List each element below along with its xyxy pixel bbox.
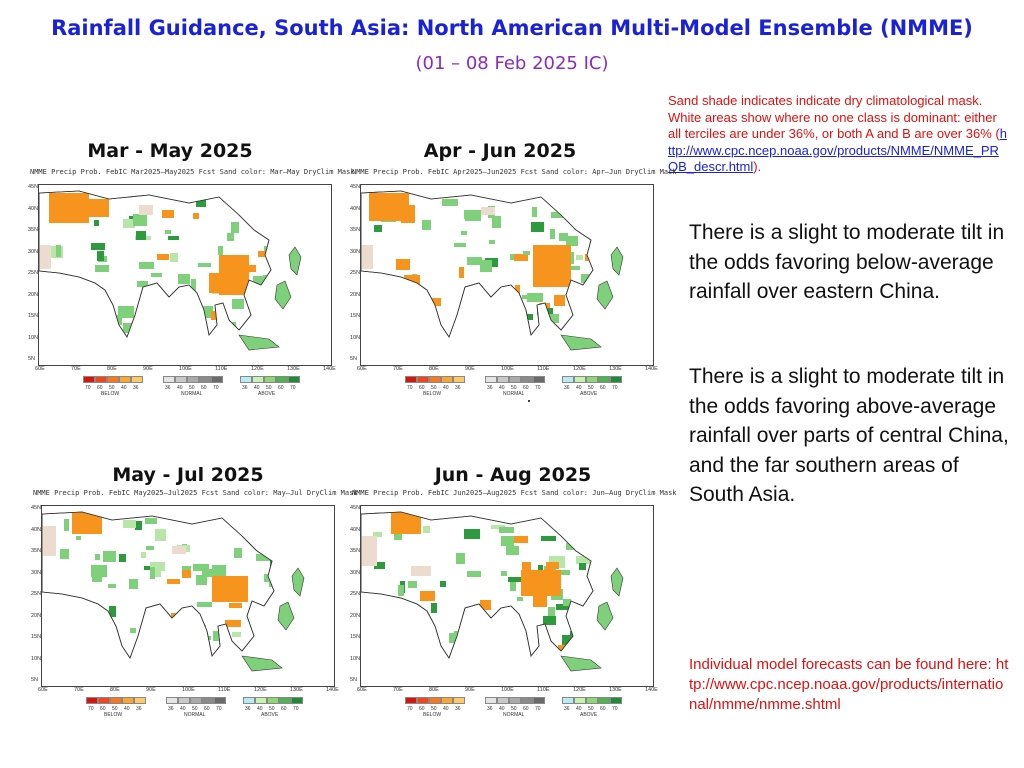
legend-value: 40 — [576, 385, 582, 391]
legend-value: 40 — [254, 385, 260, 391]
probability-legend — [30, 376, 340, 406]
legend-value: 50 — [511, 706, 517, 712]
legend-swatch — [533, 376, 545, 383]
legend-value: 60 — [523, 706, 529, 712]
legend-swatch — [166, 697, 178, 704]
lon-tick: 80E — [110, 687, 120, 693]
legend-category: ABOVE — [261, 712, 279, 718]
lon-tick: 90E — [146, 687, 156, 693]
legend-swatch — [441, 376, 453, 383]
lon-tick: 100E — [501, 687, 514, 693]
legend-value: 70 — [213, 385, 219, 391]
lat-tick: 20N — [350, 612, 361, 619]
legend-swatch — [119, 376, 131, 383]
legend-swatch — [187, 376, 199, 383]
legend-swatch — [202, 697, 214, 704]
legend-value: 40 — [177, 385, 183, 391]
lat-tick: 35N — [28, 227, 39, 233]
lat-tick: 10N — [28, 334, 39, 341]
lat-tick: 45N — [350, 184, 361, 190]
legend-category: ABOVE — [258, 391, 276, 397]
legend-swatch — [586, 697, 598, 704]
lon-tick: 140E — [645, 366, 658, 372]
legend-value: 70 — [535, 385, 541, 391]
legend-value: 50 — [588, 385, 594, 391]
lat-tick: 15N — [28, 313, 39, 319]
mask-note — [668, 93, 1008, 176]
lat-tick: 10N — [350, 334, 361, 341]
lon-tick: 120E — [573, 687, 586, 693]
legend-value: 70 — [290, 385, 296, 391]
legend-value: 36 — [136, 706, 142, 712]
legend-value: 70 — [535, 706, 541, 712]
legend-swatch — [288, 376, 300, 383]
legend-value: 50 — [112, 706, 118, 712]
panel-title-may-jul: May - Jul 2025 — [112, 464, 264, 486]
lat-tick: 45N — [350, 505, 361, 511]
lat-tick: 25N — [28, 270, 39, 276]
legend-swatch — [521, 376, 533, 383]
legend-category: BELOW — [423, 391, 442, 397]
legend-swatch — [267, 697, 279, 704]
legend-swatch — [574, 376, 586, 383]
nmme-description-link[interactable]: http://www.cpc.ncep.noaa.gov/products/NMME/NMME_PROB_descr.html — [668, 126, 1007, 174]
legend-swatch — [497, 697, 509, 704]
legend-value: 36 — [165, 385, 171, 391]
legend-value: 60 — [419, 385, 425, 391]
lon-tick: 100E — [182, 687, 195, 693]
lat-tick: 30N — [31, 569, 42, 576]
legend-swatch — [279, 697, 291, 704]
legend-swatch — [291, 697, 303, 704]
lon-tick: 110E — [215, 366, 228, 372]
legend-swatch — [598, 697, 610, 704]
legend-value: 36 — [487, 706, 493, 712]
legend-value: 50 — [588, 706, 594, 712]
discussion-paragraph-2: There is a slight to moderate tilt in the odds favoring above-average rainfall over parts of central China, and the far southern areas of South Asia. — [689, 365, 1009, 506]
legend-swatch — [83, 376, 95, 383]
legend-swatch — [598, 376, 610, 383]
lat-tick: 5N — [350, 356, 358, 362]
panel-title-jun-aug: Jun - Aug 2025 — [434, 464, 592, 486]
legend-swatch — [163, 376, 175, 383]
legend-swatch — [533, 697, 545, 704]
legend-value: 70 — [407, 706, 413, 712]
legend-swatch — [264, 376, 276, 383]
lat-tick: 30N — [28, 248, 39, 255]
legend-swatch — [98, 697, 110, 704]
lat-tick: 25N — [350, 270, 361, 276]
legend-value: 50 — [431, 385, 437, 391]
legend-value: 50 — [266, 385, 272, 391]
legend-value: 50 — [269, 706, 275, 712]
lon-tick: 80E — [107, 366, 117, 372]
probability-legend — [352, 697, 662, 727]
legend-value: 36 — [564, 706, 570, 712]
forecast-map — [31, 489, 358, 699]
lat-tick: 15N — [350, 634, 361, 640]
forecast-map — [350, 168, 677, 378]
lon-tick: 140E — [645, 687, 658, 693]
legend-value: 60 — [600, 706, 606, 712]
legend-swatch — [574, 697, 586, 704]
probability-legend — [352, 376, 662, 406]
legend-value: 60 — [204, 706, 210, 712]
legend-swatch — [586, 376, 598, 383]
lon-tick: 60E — [38, 687, 48, 693]
lat-tick: 15N — [31, 634, 42, 640]
lat-tick: 35N — [350, 227, 361, 233]
legend-value: 36 — [487, 385, 493, 391]
legend-value: 40 — [443, 706, 449, 712]
map-header: NMME Precip Prob. FebIC Jun2025–Aug2025 Fcst Sand color: Jun–Aug DryClim Mask — [352, 489, 677, 497]
legend-value: 40 — [257, 706, 263, 712]
legend-swatch — [110, 697, 122, 704]
map-frame — [360, 184, 654, 366]
legend-swatch — [131, 376, 143, 383]
legend-swatch — [417, 697, 429, 704]
legend-category: BELOW — [101, 391, 120, 397]
lon-tick: 130E — [609, 687, 622, 693]
lat-tick: 25N — [350, 591, 361, 597]
mask-note-close-paren: ). — [753, 159, 762, 174]
lon-tick: 60E — [357, 687, 367, 693]
legend-swatch — [276, 376, 288, 383]
legend-value: 60 — [523, 385, 529, 391]
legend-category: ABOVE — [580, 712, 598, 718]
legend-swatch — [521, 697, 533, 704]
legend-swatch — [107, 376, 119, 383]
legend-swatch — [252, 376, 264, 383]
legend-value: 70 — [293, 706, 299, 712]
legend-value: 60 — [278, 385, 284, 391]
stray-dot — [528, 400, 530, 402]
legend-value: 40 — [180, 706, 186, 712]
legend-value: 40 — [576, 706, 582, 712]
legend-value: 70 — [88, 706, 94, 712]
legend-value: 60 — [201, 385, 207, 391]
lat-tick: 15N — [350, 313, 361, 319]
page-title: Rainfall Guidance, South Asia: North American Multi-Model Ensemble (NMME) — [51, 16, 973, 40]
lon-tick: 110E — [218, 687, 231, 693]
legend-swatch — [509, 697, 521, 704]
legend-value: 50 — [109, 385, 115, 391]
legend-category: NORMAL — [184, 712, 206, 718]
lat-tick: 30N — [350, 248, 361, 255]
page-subtitle: (01 – 08 Feb 2025 IC) — [415, 53, 609, 74]
legend-value: 50 — [431, 706, 437, 712]
lat-tick: 30N — [350, 569, 361, 576]
panel-title-mar-may: Mar - May 2025 — [87, 140, 253, 162]
lon-tick: 130E — [609, 366, 622, 372]
legend-value: 70 — [612, 706, 618, 712]
legend-swatch — [175, 376, 187, 383]
legend-value: 60 — [281, 706, 287, 712]
legend-swatch — [453, 376, 465, 383]
lat-tick: 10N — [350, 655, 361, 662]
legend-value: 36 — [133, 385, 139, 391]
lon-tick: 120E — [254, 687, 267, 693]
legend-swatch — [562, 697, 574, 704]
legend-value: 36 — [168, 706, 174, 712]
lon-tick: 120E — [573, 366, 586, 372]
map-frame — [38, 184, 332, 366]
legend-value: 40 — [121, 385, 127, 391]
lon-tick: 90E — [465, 366, 475, 372]
legend-swatch — [134, 697, 146, 704]
legend-category: BELOW — [104, 712, 123, 718]
legend-value: 50 — [511, 385, 517, 391]
legend-value: 50 — [192, 706, 198, 712]
legend-swatch — [255, 697, 267, 704]
map-header: NMME Precip Prob. FebIC Apr2025–Jun2025 Fcst Sand color: Apr–Jun DryClim Mask — [352, 168, 677, 176]
legend-value: 36 — [455, 706, 461, 712]
lat-tick: 5N — [28, 356, 36, 362]
lon-tick: 90E — [465, 687, 475, 693]
legend-category: BELOW — [423, 712, 442, 718]
lon-tick: 60E — [357, 366, 367, 372]
legend-swatch — [211, 376, 223, 383]
lon-tick: 70E — [71, 366, 81, 372]
lat-tick: 5N — [350, 677, 358, 683]
legend-value: 40 — [443, 385, 449, 391]
legend-swatch — [214, 697, 226, 704]
legend-value: 70 — [612, 385, 618, 391]
probability-legend — [33, 697, 343, 727]
lat-tick: 45N — [31, 505, 42, 511]
legend-value: 70 — [216, 706, 222, 712]
legend-swatch — [453, 697, 465, 704]
lon-tick: 70E — [74, 687, 84, 693]
lon-tick: 110E — [537, 687, 550, 693]
map-header: NMME Precip Prob. FebIC May2025–Jul2025 Fcst Sand color: May–Jul DryClim Mask — [33, 489, 358, 497]
legend-value: 36 — [245, 706, 251, 712]
legend-category: NORMAL — [503, 391, 525, 397]
lon-tick: 100E — [179, 366, 192, 372]
lon-tick: 120E — [251, 366, 264, 372]
legend-value: 50 — [189, 385, 195, 391]
legend-swatch — [240, 376, 252, 383]
map-frame — [41, 505, 335, 687]
mask-note-open-paren: ( — [995, 126, 1000, 141]
legend-swatch — [190, 697, 202, 704]
legend-swatch — [417, 376, 429, 383]
legend-category: NORMAL — [181, 391, 203, 397]
lon-tick: 140E — [323, 366, 336, 372]
lat-tick: 40N — [350, 205, 361, 212]
lat-tick: 5N — [31, 677, 39, 683]
lat-tick: 40N — [28, 205, 39, 212]
legend-swatch — [122, 697, 134, 704]
lat-tick: 35N — [350, 548, 361, 554]
lat-tick: 40N — [350, 526, 361, 533]
lon-tick: 80E — [429, 687, 439, 693]
lat-tick: 10N — [31, 655, 42, 662]
lat-tick: 20N — [28, 291, 39, 298]
forecast-map — [350, 489, 677, 699]
legend-category: NORMAL — [503, 712, 525, 718]
legend-swatch — [429, 697, 441, 704]
map-frame — [360, 505, 654, 687]
lat-tick: 35N — [31, 548, 42, 554]
lat-tick: 20N — [31, 612, 42, 619]
legend-value: 40 — [124, 706, 130, 712]
lat-tick: 45N — [28, 184, 39, 190]
lon-tick: 100E — [501, 366, 514, 372]
lat-tick: 40N — [31, 526, 42, 533]
legend-value: 60 — [97, 385, 103, 391]
legend-value: 70 — [407, 385, 413, 391]
legend-swatch — [497, 376, 509, 383]
forecast-map — [28, 168, 355, 378]
legend-swatch — [610, 697, 622, 704]
legend-swatch — [509, 376, 521, 383]
lon-tick: 110E — [537, 366, 550, 372]
legend-swatch — [243, 697, 255, 704]
lon-tick: 140E — [326, 687, 339, 693]
legend-swatch — [485, 697, 497, 704]
legend-swatch — [610, 376, 622, 383]
legend-swatch — [441, 697, 453, 704]
legend-value: 36 — [564, 385, 570, 391]
lon-tick: 90E — [143, 366, 153, 372]
legend-value: 60 — [419, 706, 425, 712]
lon-tick: 80E — [429, 366, 439, 372]
lon-tick: 130E — [287, 366, 300, 372]
legend-swatch — [562, 376, 574, 383]
discussion-paragraph-1: There is a slight to moderate tilt in the odds favoring below-average rainfall over eastern China. — [689, 221, 1005, 303]
legend-swatch — [178, 697, 190, 704]
legend-swatch — [405, 697, 417, 704]
legend-value: 70 — [85, 385, 91, 391]
legend-swatch — [429, 376, 441, 383]
legend-category: ABOVE — [580, 391, 598, 397]
lat-tick: 25N — [31, 591, 42, 597]
legend-swatch — [95, 376, 107, 383]
lon-tick: 70E — [393, 687, 403, 693]
legend-value: 40 — [499, 385, 505, 391]
legend-value: 60 — [100, 706, 106, 712]
legend-value: 36 — [242, 385, 248, 391]
legend-swatch — [86, 697, 98, 704]
legend-value: 40 — [499, 706, 505, 712]
mask-note-text: Sand shade indicates indicate dry climatological mask. White areas show where no one class is dominant: either all terciles are under 36%, or both A and B are over 36% — [668, 93, 997, 141]
lon-tick: 70E — [393, 366, 403, 372]
lon-tick: 130E — [290, 687, 303, 693]
legend-swatch — [485, 376, 497, 383]
panel-title-apr-jun: Apr - Jun 2025 — [423, 140, 577, 162]
legend-swatch — [199, 376, 211, 383]
lon-tick: 60E — [35, 366, 45, 372]
legend-value: 36 — [455, 385, 461, 391]
legend-value: 60 — [600, 385, 606, 391]
map-header: NMME Precip Prob. FebIC Mar2025–May2025 Fcst Sand color: Mar–May DryClim Mask — [30, 168, 355, 176]
lat-tick: 20N — [350, 291, 361, 298]
models-note: Individual model forecasts can be found here: http://www.cpc.ncep.noaa.gov/products/international/nmme/nmme.shtml — [689, 656, 1009, 713]
legend-swatch — [405, 376, 417, 383]
